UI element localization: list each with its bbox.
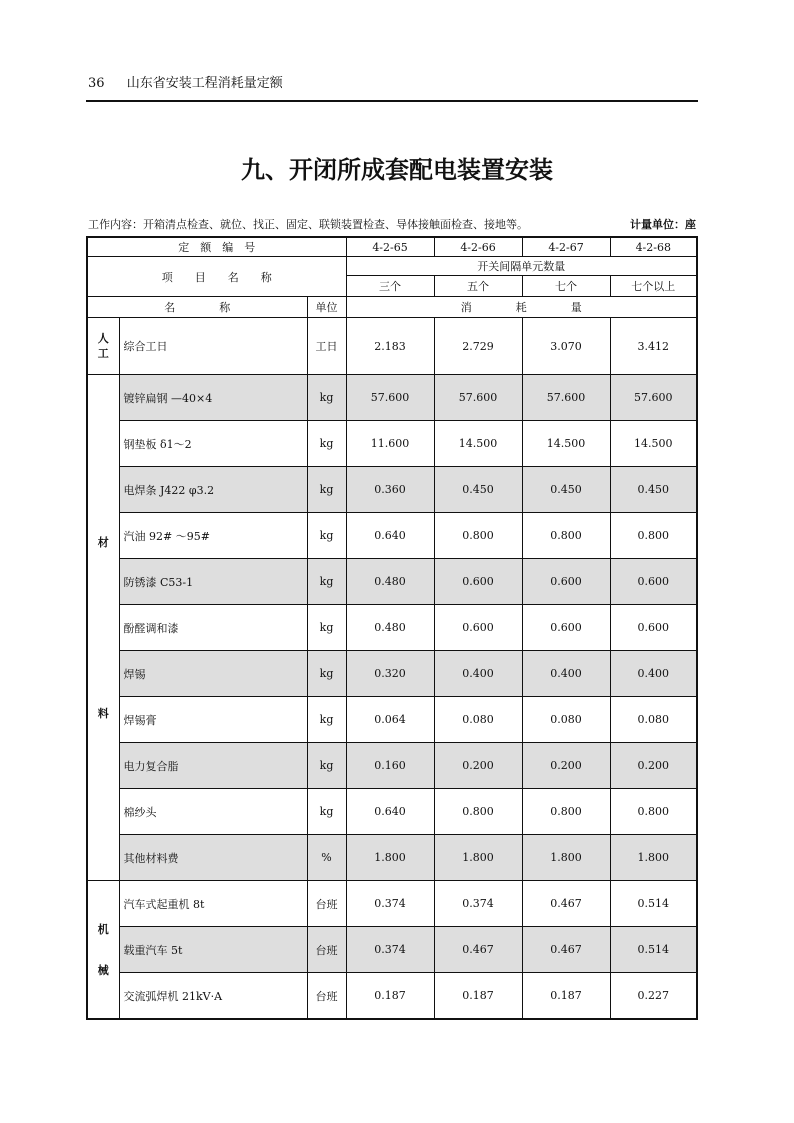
table-row [87, 927, 697, 973]
group-header: 开关间隔单元数量 [346, 257, 697, 276]
subcolumn-header: 五个 [434, 276, 522, 297]
cell-value: 0.450 [610, 467, 697, 513]
section-title: 九、开闭所成套配电装置安装 [241, 156, 553, 184]
cell-value: 0.800 [610, 789, 697, 835]
cell-value: 0.200 [434, 743, 522, 789]
table-row [87, 697, 697, 743]
category-machinery: 机 械 [87, 881, 119, 1020]
quota-table [86, 236, 698, 1020]
row-name: 综合工日 [119, 318, 307, 375]
row-unit: kg [307, 467, 346, 513]
row-name: 电力复合脂 [119, 743, 307, 789]
item-name-label: 项 目 名 称 [87, 257, 346, 297]
name-column-header: 名 称 [87, 297, 307, 318]
quota-code: 4-2-66 [434, 237, 522, 257]
table-row [87, 559, 697, 605]
cell-value: 0.800 [610, 513, 697, 559]
row-unit: 台班 [307, 881, 346, 927]
table-row [87, 881, 697, 927]
row-name: 防锈漆 C53-1 [119, 559, 307, 605]
row-unit: kg [307, 375, 346, 421]
table-row [87, 318, 697, 375]
cell-value: 0.374 [346, 927, 434, 973]
cell-value: 0.450 [434, 467, 522, 513]
cell-value: 0.514 [610, 927, 697, 973]
cell-value: 57.600 [346, 375, 434, 421]
cell-value: 0.450 [522, 467, 610, 513]
cell-value: 3.070 [522, 318, 610, 375]
row-name: 电焊条 J422 φ3.2 [119, 467, 307, 513]
row-name: 其他材料费 [119, 835, 307, 881]
cell-value: 1.800 [522, 835, 610, 881]
row-unit: % [307, 835, 346, 881]
table-row [87, 743, 697, 789]
row-unit: 台班 [307, 973, 346, 1020]
row-name: 载重汽车 5t [119, 927, 307, 973]
row-unit: kg [307, 743, 346, 789]
cell-value: 0.200 [610, 743, 697, 789]
quota-code: 4-2-65 [346, 237, 434, 257]
cell-value: 0.200 [522, 743, 610, 789]
cell-value: 57.600 [522, 375, 610, 421]
cell-value: 0.600 [434, 605, 522, 651]
cell-value: 0.467 [522, 927, 610, 973]
cell-value: 14.500 [522, 421, 610, 467]
category-labor: 人 工 [87, 318, 119, 375]
row-name: 汽油 92# ～95# [119, 513, 307, 559]
row-name: 焊锡 [119, 651, 307, 697]
cell-value: 11.600 [346, 421, 434, 467]
cell-value: 1.800 [610, 835, 697, 881]
cell-value: 0.400 [522, 651, 610, 697]
cell-value: 1.800 [346, 835, 434, 881]
row-unit: kg [307, 697, 346, 743]
cell-value: 0.187 [346, 973, 434, 1020]
cell-value: 0.600 [522, 605, 610, 651]
cell-value: 0.640 [346, 789, 434, 835]
row-unit: 台班 [307, 927, 346, 973]
cell-value: 0.187 [434, 973, 522, 1020]
row-unit: kg [307, 789, 346, 835]
table-row [87, 513, 697, 559]
row-unit: kg [307, 513, 346, 559]
row-unit: kg [307, 421, 346, 467]
cell-value: 0.360 [346, 467, 434, 513]
measurement-unit: 计量单位：座 [630, 218, 696, 231]
subcolumn-header: 三个 [346, 276, 434, 297]
header-rule [86, 100, 698, 102]
row-unit: kg [307, 651, 346, 697]
cell-value: 3.412 [610, 318, 697, 375]
book-title: 山东省安装工程消耗量定额 [126, 76, 283, 91]
cell-value: 0.080 [610, 697, 697, 743]
cell-value: 0.600 [434, 559, 522, 605]
quota-code-label: 定 额 编 号 [87, 237, 346, 257]
cell-value: 0.320 [346, 651, 434, 697]
subcolumn-header: 七个 [522, 276, 610, 297]
cell-value: 0.064 [346, 697, 434, 743]
cell-value: 0.467 [522, 881, 610, 927]
table-row [87, 789, 697, 835]
quota-code: 4-2-67 [522, 237, 610, 257]
cell-value: 57.600 [434, 375, 522, 421]
cell-value: 57.600 [610, 375, 697, 421]
cell-value: 0.800 [522, 513, 610, 559]
table-row [87, 375, 697, 421]
row-name: 棉纱头 [119, 789, 307, 835]
cell-value: 2.183 [346, 318, 434, 375]
cell-value: 0.480 [346, 605, 434, 651]
table-row [87, 973, 697, 1020]
cell-value: 14.500 [434, 421, 522, 467]
subcolumn-header: 七个以上 [610, 276, 697, 297]
row-unit: 工日 [307, 318, 346, 375]
cell-value: 0.374 [434, 881, 522, 927]
row-name: 镀锌扁钢 —40×4 [119, 375, 307, 421]
cell-value: 0.080 [434, 697, 522, 743]
cell-value: 1.800 [434, 835, 522, 881]
row-unit: kg [307, 559, 346, 605]
cell-value: 14.500 [610, 421, 697, 467]
running-header [88, 72, 283, 91]
page-number: 36 [88, 76, 105, 91]
cell-value: 2.729 [434, 318, 522, 375]
table-row [87, 651, 697, 697]
cell-value: 0.160 [346, 743, 434, 789]
row-name: 交流弧焊机 21kV·A [119, 973, 307, 1020]
cell-value: 0.640 [346, 513, 434, 559]
cell-value: 0.600 [610, 559, 697, 605]
consumption-header: 消 耗 量 [346, 297, 697, 318]
cell-value: 0.600 [522, 559, 610, 605]
cell-value: 0.080 [522, 697, 610, 743]
cell-value: 0.227 [610, 973, 697, 1020]
cell-value: 0.480 [346, 559, 434, 605]
row-unit: kg [307, 605, 346, 651]
table-row [87, 421, 697, 467]
row-name: 汽车式起重机 8t [119, 881, 307, 927]
cell-value: 0.600 [610, 605, 697, 651]
cell-value: 0.187 [522, 973, 610, 1020]
unit-column-header: 单位 [307, 297, 346, 318]
cell-value: 0.467 [434, 927, 522, 973]
cell-value: 0.800 [434, 789, 522, 835]
cell-value: 0.374 [346, 881, 434, 927]
table-row [87, 835, 697, 881]
cell-value: 0.400 [610, 651, 697, 697]
cell-value: 0.800 [434, 513, 522, 559]
cell-value: 0.514 [610, 881, 697, 927]
quota-code: 4-2-68 [610, 237, 697, 257]
work-content: 工作内容：开箱清点检查、就位、找正、固定、联锁装置检查、导体接触面检查、接地等。 [88, 218, 528, 231]
cell-value: 0.400 [434, 651, 522, 697]
row-name: 钢垫板 δ1～2 [119, 421, 307, 467]
category-material: 材 料 [87, 375, 119, 881]
row-name: 酚醛调和漆 [119, 605, 307, 651]
cell-value: 0.800 [522, 789, 610, 835]
table-row [87, 605, 697, 651]
row-name: 焊锡膏 [119, 697, 307, 743]
table-row [87, 467, 697, 513]
